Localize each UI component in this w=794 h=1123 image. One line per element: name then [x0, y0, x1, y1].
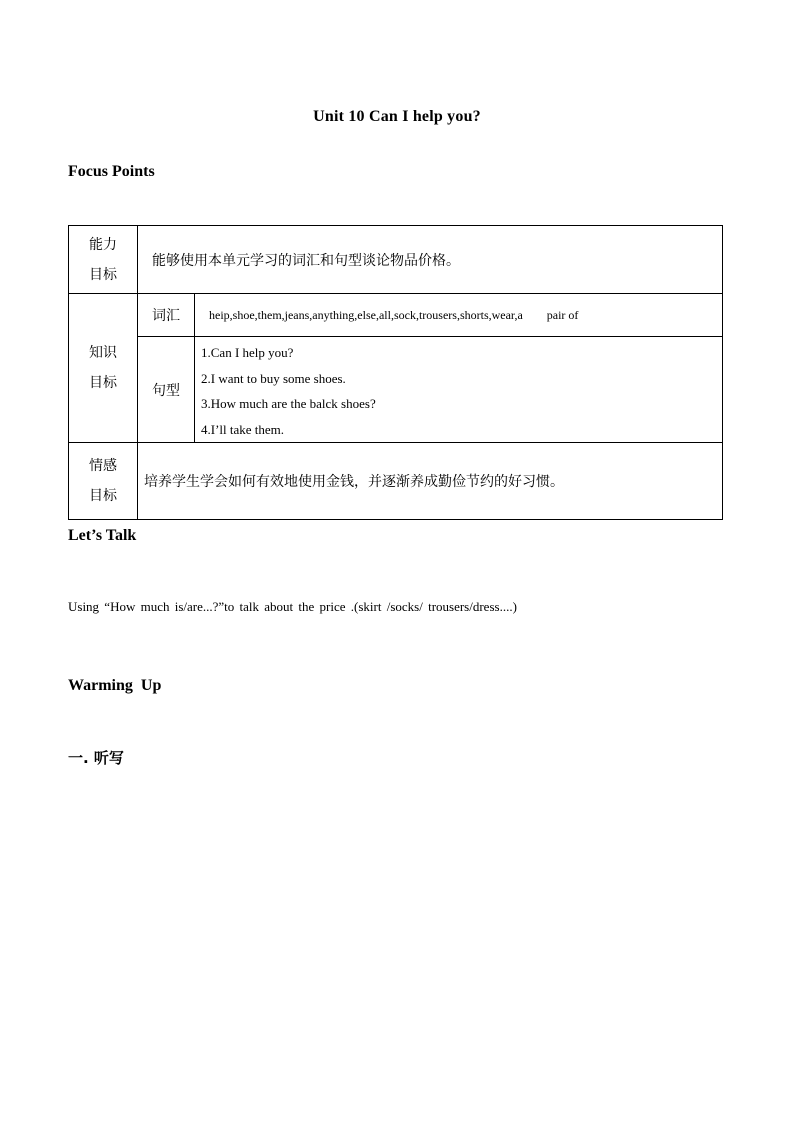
ability-label-line1: 能力 [89, 236, 117, 253]
emotion-label [69, 443, 138, 520]
vocab-label: 词汇 [138, 294, 195, 337]
sentence-list [195, 337, 722, 442]
sentence-label: 句型 [138, 337, 195, 443]
vocab-content-text: heip,shoe,them,jeans,anything,else,all,sock,trousers,shorts,wear,a pair of [209, 307, 579, 322]
emotion-content: 培养学生学会如何有效地使用金钱，并逐渐养成勤俭节约的好习惯。 [138, 443, 723, 520]
warming-up-heading: Warming Up [68, 677, 162, 694]
knowledge-label-line2: 目标 [89, 375, 117, 391]
vocab-row [69, 294, 723, 337]
page-title: Unit 10 Can I help you? [313, 108, 481, 125]
sentence-item: 1.Can I help you? [201, 345, 294, 360]
focus-points-heading: Focus Points [68, 163, 155, 180]
emotion-label-line1: 情感 [89, 458, 117, 474]
sentence-item: 2.I want to buy some shoes. [201, 370, 346, 386]
vocab-content [195, 294, 723, 337]
lets-talk-heading: Let’s Talk [68, 527, 137, 544]
lets-talk-text: Using “How much is/are...?”to talk about the price .(skirt /socks/ trousers/dress....) [68, 599, 517, 614]
sentence-item: 4.I’ll take them. [201, 421, 285, 437]
emotion-row [69, 443, 723, 520]
knowledge-label-line1: 知识 [89, 345, 117, 361]
sentence-item: 3.How much are the balck shoes? [201, 396, 376, 411]
ability-label-line2: 目标 [89, 266, 117, 283]
emotion-label-line2: 目标 [89, 488, 117, 504]
sentence-content [195, 337, 723, 443]
ability-row [69, 226, 723, 294]
ability-label [69, 226, 138, 294]
knowledge-label [69, 294, 138, 443]
ability-content: 能够使用本单元学习的词汇和句型谈论物品价格。 [138, 226, 723, 294]
dictation-heading: 一. 听写 [68, 749, 124, 767]
sentence-row [69, 337, 723, 443]
focus-points-table [68, 225, 723, 520]
